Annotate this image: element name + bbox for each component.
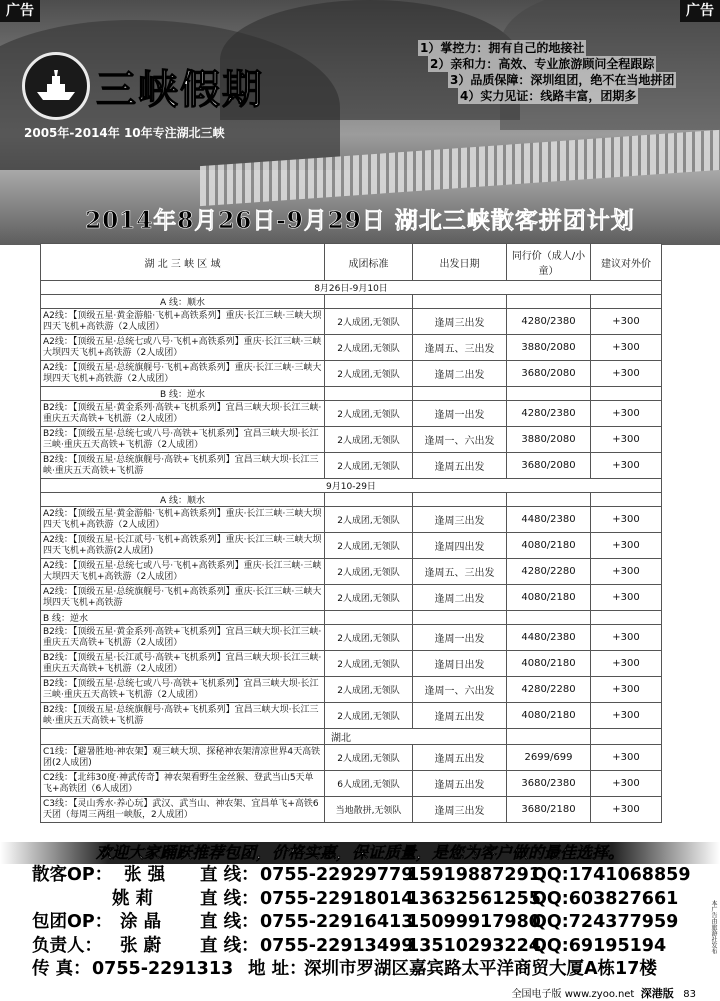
standard-cell: 2人成团,无领队 [325,677,413,703]
price-cell: 4080/2180 [507,585,591,611]
price-cell: 3880/2080 [507,427,591,453]
footer-site: 全国电子版 www.zyoo.net [511,989,635,1000]
header-standard: 成团标准 [325,244,413,281]
line-row [41,493,662,507]
suggest-cell: +300 [591,453,662,479]
date-cell: 逢周三出发 [413,507,507,533]
table-row [41,797,662,823]
standard-cell: 2人成团,无领队 [325,559,413,585]
contact-mobile: 13632561255 [407,888,541,909]
line-row [41,295,662,309]
line-row [41,611,662,625]
contact-mobile: 13510293224 [407,935,541,956]
table-row [41,703,662,729]
standard-cell: 2人成团,无领队 [325,625,413,651]
contact-tel: 0755-22918014 [260,888,414,909]
suggest-cell: +300 [591,625,662,651]
header-peer-price: 同行价（成人/小童） [507,244,591,281]
date-cell: 逢周三出发 [413,309,507,335]
date-cell: 逢周二出发 [413,361,507,387]
price-cell: 4080/2180 [507,651,591,677]
route-cell: C3线：【灵山秀水·养心玩】武汉、武当山、神农架、宜昌单飞+高铁6天团（每周三两组一峡版，2人成团） [41,797,325,823]
ad-tag-left: 广告 [0,0,40,22]
table-row [41,625,662,651]
fax-label: 传 真： [32,959,91,979]
route-cell: C1线：【避暑胜地·神农架】观三峡大坝、探秘神农架清凉世界4天高铁团(2人成团) [41,745,325,771]
standard-cell: 2人成团,无领队 [325,507,413,533]
price-cell: 3680/2380 [507,771,591,797]
contact-role: 散客OP： [32,865,113,885]
contact-label: 直 线： [200,888,259,909]
table-row [41,771,662,797]
suggest-cell: +300 [591,703,662,729]
standard-cell: 2人成团,无领队 [325,533,413,559]
table-row [41,335,662,361]
table-header-row [41,244,662,281]
contact-mobile: 15099917980 [407,912,541,932]
price-cell: 4080/2180 [507,703,591,729]
footer-edition: 深港版 [640,987,674,1000]
table-row [41,507,662,533]
period-label: 8月26日-9月10日 [41,281,662,295]
table-row [41,453,662,479]
table-row [41,309,662,335]
contact-role: 负责人： [32,935,102,956]
date-cell: 逢周三出发 [413,797,507,823]
standard-cell: 2人成团,无领队 [325,585,413,611]
table-row [41,427,662,453]
price-cell: 4280/2380 [507,401,591,427]
standard-cell: 2人成团,无领队 [325,453,413,479]
contact-qq: QQ:69195194 [532,935,667,956]
route-cell: B2线：【顶级五星·总统七或八号·高铁+飞机系列】宜昌三峡大坝·长江三峡·重庆五天高铁+飞机游（2人成团） [41,427,325,453]
address-label: 地 址： [248,959,307,979]
period-row [41,281,662,295]
suggest-cell: +300 [591,309,662,335]
standard-cell: 2人成团,无领队 [325,335,413,361]
table-row [41,401,662,427]
line-label: A 线：顺水 [41,493,325,507]
date-cell: 逢周二出发 [413,585,507,611]
brand-tagline: 2005年-2014年 10年专注湖北三峡 [24,126,225,140]
standard-cell: 2人成团,无领队 [325,651,413,677]
contact-name: 姚 莉 [112,888,154,909]
route-cell: B2线：【顶级五星·总统旗舰号·高铁+飞机系列】宜昌三峡大坝·长江三峡·重庆五天高铁+飞机游 [41,703,325,729]
feature-item: 2）亲和力：高效、专业旅游顾问全程跟踪 [430,57,655,71]
suggest-cell: +300 [591,427,662,453]
suggest-cell: +300 [591,745,662,771]
standard-cell: 2人成团,无领队 [325,309,413,335]
contact-tel: 0755-22916413 [260,912,414,932]
standard-cell: 2人成团,无领队 [325,703,413,729]
contact-role: 包团OP： [32,912,113,932]
standard-cell: 2人成团,无领队 [325,401,413,427]
line-label: A 线：顺水 [41,295,325,309]
date-cell: 逢周五、三出发 [413,335,507,361]
price-cell: 2699/699 [507,745,591,771]
contact-name: 涂 晶 [120,912,162,932]
fax-number: 0755-2291313 [92,959,234,979]
line-label: B 线：逆水 [41,387,325,401]
contact-name: 张 蔚 [120,935,162,956]
route-cell: A2线：【顶级五星·黄金游船·飞机+高铁系列】重庆·长江三峡·三峡大坝四天飞机+高铁游（2人成团） [41,309,325,335]
line-label: B 线：逆水 [41,611,325,625]
price-cell: 3680/2080 [507,453,591,479]
suggest-cell: +300 [591,559,662,585]
route-cell: B2线：【顶级五星·总统七或八号·高铁+飞机系列】宜昌三峡大坝·长江三峡·重庆五天高铁+飞机游（2人成团） [41,677,325,703]
contact-name: 张 强 [124,865,166,885]
address-text: 深圳市罗湖区嘉宾路太平洋商贸大厦A栋17楼 [304,959,657,979]
date-cell: 逢周日出发 [413,651,507,677]
table-row [41,361,662,387]
suggest-cell: +300 [591,335,662,361]
brand-name: 三峡假期 [96,67,264,113]
table-row [41,745,662,771]
suggest-cell: +300 [591,507,662,533]
region-label: 湖北 [325,729,507,745]
table-row [41,585,662,611]
price-cell: 4480/2380 [507,625,591,651]
header-area: 湖 北 三 峡 区 域 [41,244,325,281]
date-cell: 逢周一出发 [413,625,507,651]
contact-label: 直 线： [200,912,259,932]
route-cell: A2线：【顶级五星·长江贰号·飞机+高铁系列】重庆·长江三峡·三峡大坝四天飞机+高铁游(2人成团) [41,533,325,559]
contact-tel: 0755-22929779 [260,865,414,885]
standard-cell: 2人成团,无领队 [325,361,413,387]
route-cell: A2线：【顶级五星·总统七或八号·飞机+高铁系列】重庆·长江三峡·三峡大坝四天飞机+高铁游（2人成团） [41,559,325,585]
suggest-cell: +300 [591,771,662,797]
contact-qq: QQ:1741068859 [532,865,691,885]
date-cell: 逢周五出发 [413,745,507,771]
price-cell: 3880/2080 [507,335,591,361]
contact-mobile: 15919887291 [407,865,541,885]
table-row [41,559,662,585]
side-note: 本广告由旅游社发布 [710,900,717,954]
route-cell: A2线：【顶级五星·总统旗舰号·飞机+高铁系列】重庆·长江三峡·三峡大坝四天飞机+高铁游（2人成团） [41,361,325,387]
route-cell: A2线：【顶级五星·总统旗舰号·飞机+高铁系列】重庆·长江三峡·三峡大坝四天飞机+高铁游 [41,585,325,611]
contact-qq: QQ:724377959 [532,912,679,932]
route-cell: A2线：【顶级五星·黄金游船·飞机+高铁系列】重庆·长江三峡·三峡大坝四天飞机+高铁游（2人成团） [41,507,325,533]
standard-cell: 当地散拼,无领队 [325,797,413,823]
feature-item: 4）实力见证：线路丰富，团期多 [460,89,637,103]
price-cell: 3680/2180 [507,797,591,823]
price-cell: 4280/2280 [507,677,591,703]
ad-tag-right: 广告 [680,0,720,22]
period-row [41,479,662,493]
page-number: 83 [683,989,696,1000]
table-row [41,677,662,703]
suggest-cell: +300 [591,585,662,611]
contact-qq: QQ:603827661 [532,888,679,909]
date-cell: 逢周四出发 [413,533,507,559]
page-title: 2014年8月26日-9月29日 湖北三峡散客拼团计划 [85,207,635,234]
suggest-cell: +300 [591,533,662,559]
ship-logo-icon [22,52,90,120]
route-cell: B2线：【顶级五星·黄金系列·高铁+飞机系列】宜昌三峡大坝·长江三峡·重庆五天高铁+飞机游（2人成团） [41,401,325,427]
tour-table [40,243,662,823]
route-cell: B2线：【顶级五星·黄金系列·高铁+飞机系列】宜昌三峡大坝·长江三峡·重庆五天高铁+飞机游（2人成团） [41,625,325,651]
standard-cell: 2人成团,无领队 [325,427,413,453]
date-cell: 逢周五出发 [413,703,507,729]
suggest-cell: +300 [591,651,662,677]
region-row [41,729,662,745]
route-cell: A2线：【顶级五星·总统七或八号·飞机+高铁系列】重庆·长江三峡·三峡大坝四天飞机+高铁游（2人成团） [41,335,325,361]
suggest-cell: +300 [591,361,662,387]
price-cell: 4080/2180 [507,533,591,559]
contact-label: 直 线： [200,935,259,956]
feature-item: 1）掌控力：拥有自己的地接社 [420,41,585,55]
suggest-cell: +300 [591,401,662,427]
table-row [41,533,662,559]
date-cell: 逢周一出发 [413,401,507,427]
price-cell: 4280/2280 [507,559,591,585]
suggest-cell: +300 [591,797,662,823]
date-cell: 逢周五出发 [413,771,507,797]
line-row [41,387,662,401]
header-suggest-price: 建议对外价 [591,244,662,281]
date-cell: 逢周一、六出发 [413,427,507,453]
standard-cell: 2人成团,无领队 [325,745,413,771]
route-cell: B2线：【顶级五星·总统旗舰号·高铁+飞机系列】宜昌三峡大坝·长江三峡·重庆五天高铁+飞机游 [41,453,325,479]
route-cell: B2线：【顶级五星·长江贰号·高铁+飞机系列】宜昌三峡大坝·长江三峡·重庆五天高铁+飞机游（2人成团） [41,651,325,677]
contact-tel: 0755-22913499 [260,935,414,956]
page-footer [512,985,696,1001]
standard-cell: 6人成团,无领队 [325,771,413,797]
table-row [41,651,662,677]
feature-item: 3）品质保障：深圳组团，绝不在当地拼团 [450,73,675,87]
date-cell: 逢周五、三出发 [413,559,507,585]
price-cell: 4480/2380 [507,507,591,533]
price-cell: 3680/2080 [507,361,591,387]
suggest-cell: +300 [591,677,662,703]
period-label: 9月10-29日 [41,479,662,493]
feature-list [418,40,676,104]
header-date: 出发日期 [413,244,507,281]
price-cell: 4280/2380 [507,309,591,335]
slogan-banner: 欢迎大家踊跃推荐包团，价格实惠，保证质量，是您为客户做的最佳选择。 [0,842,720,864]
route-cell: C2线：【北纬30度·神武传奇】神农架看野生金丝猴、登武当山5天单飞+高铁团（6人成团） [41,771,325,797]
date-cell: 逢周一、六出发 [413,677,507,703]
date-cell: 逢周五出发 [413,453,507,479]
contact-label: 直 线： [200,865,259,885]
